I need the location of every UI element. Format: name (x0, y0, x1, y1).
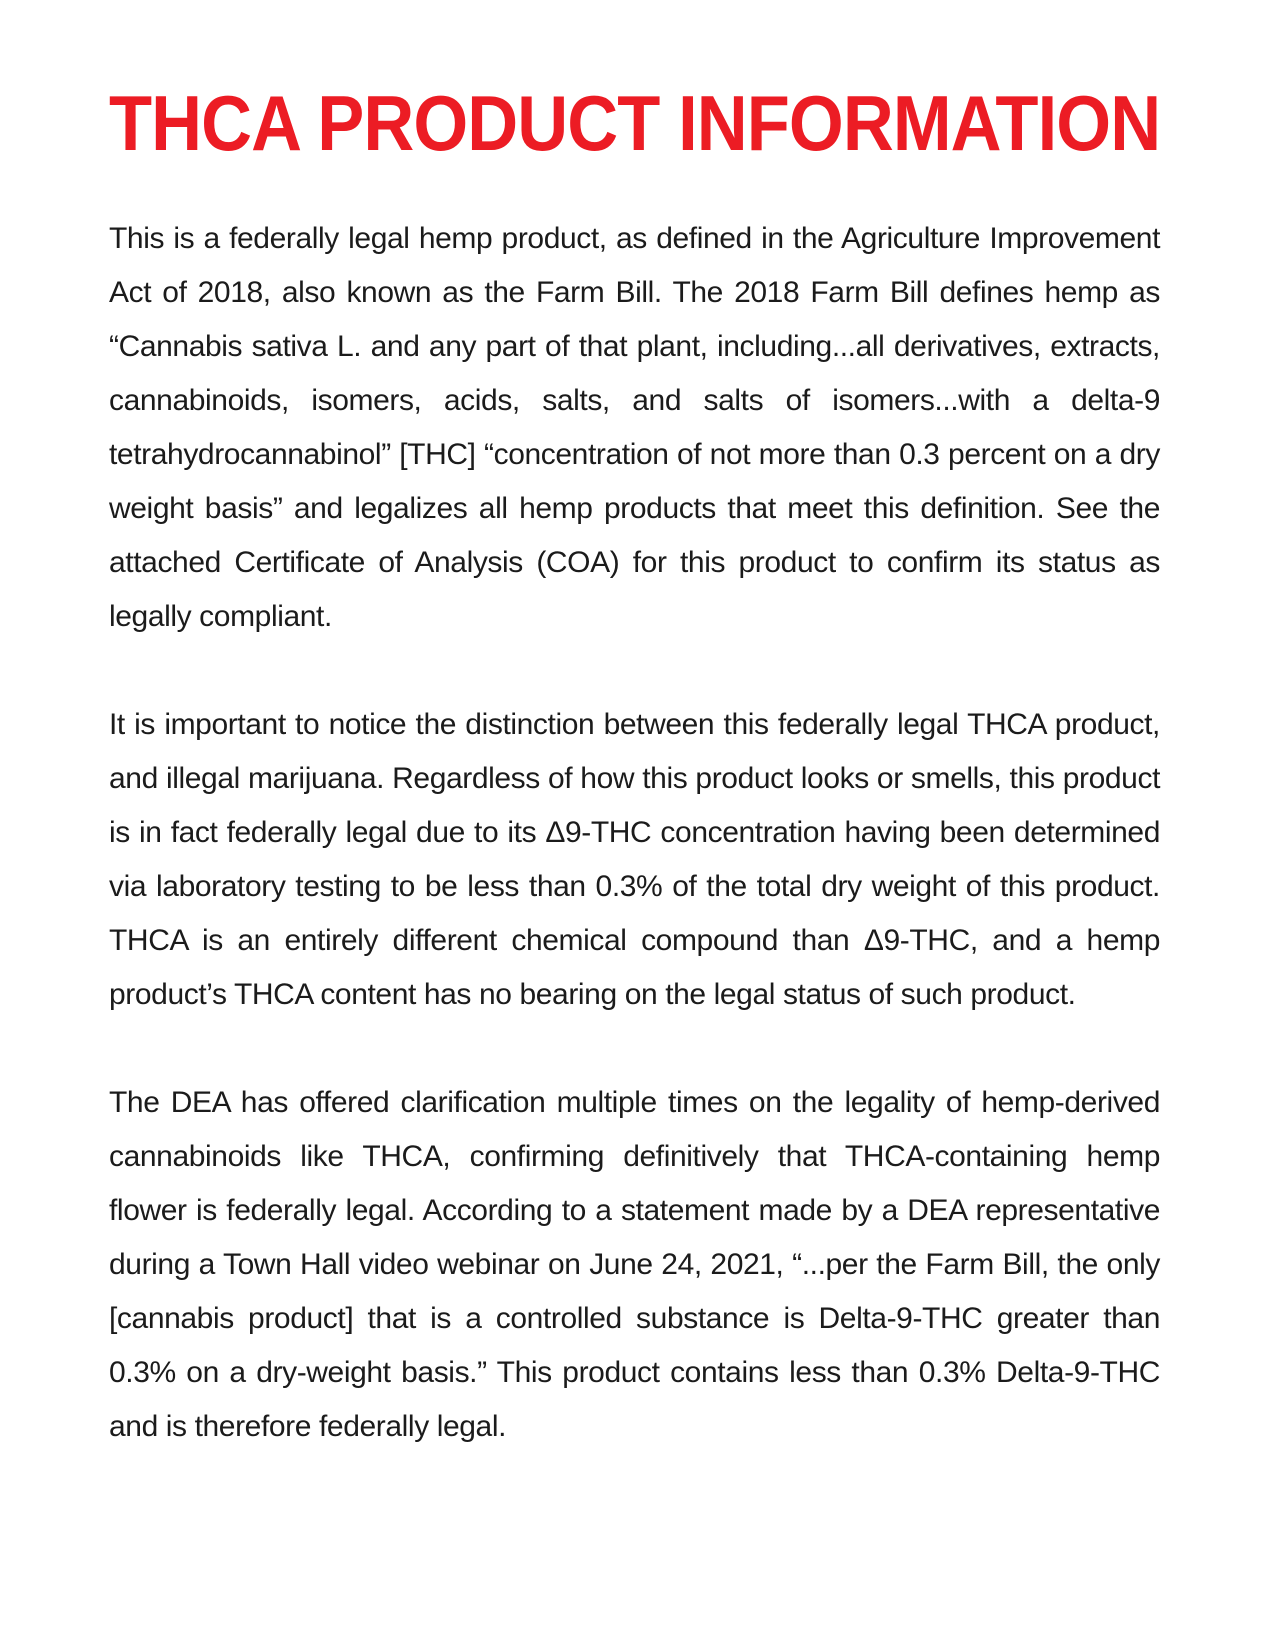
page-title (109, 79, 1161, 167)
paragraph-dea-clarification: The DEA has offered clarification multiple times on the legality of hemp-derived cannabinoids like THCA, confirming definitively that THCA-containing hemp flower is federally legal. According to a statement made by a DEA representative during a Town Hall video webinar on June 24, 2021, “...per the Farm Bill, the only [cannabis product] that is a controlled substance is Delta-9-THC greater than 0.3% on a dry-weight basis.” This product contains less than 0.3% Delta-9-THC and is therefore federally legal. (109, 1086, 1160, 1443)
paragraph-thca-vs-marijuana: It is important to notice the distinction between this federally legal THCA product, and illegal marijuana. Regardless of how this product looks or smells, this product is in fact federally legal due to its Δ9-THC concentration having been determined via laboratory testing to be less than 0.3% of the total dry weight of this product. THCA is an entirely different chemical compound than Δ9-THC, and a hemp product’s THCA content has no bearing on the legal status of such product. (109, 708, 1160, 1011)
paragraph-farm-bill-definition: This is a federally legal hemp product, as defined in the Agriculture Improvement Act of 2018, also known as the Farm Bill. The 2018 Farm Bill defines hemp as “Cannabis sativa L. and any part of that plant, including...all derivatives, extracts, cannabinoids, isomers, acids, salts, and salts of isomers...with a delta-9 tetrahydrocannabinol” [THC] “concentration of not more than 0.3 percent on a dry weight basis” and legalizes all hemp products that meet this definition. See the attached Certificate of Analysis (COA) for this product to confirm its status as legally compliant. (109, 222, 1160, 633)
page-title-text: THCA PRODUCT INFORMATION (109, 79, 1161, 167)
